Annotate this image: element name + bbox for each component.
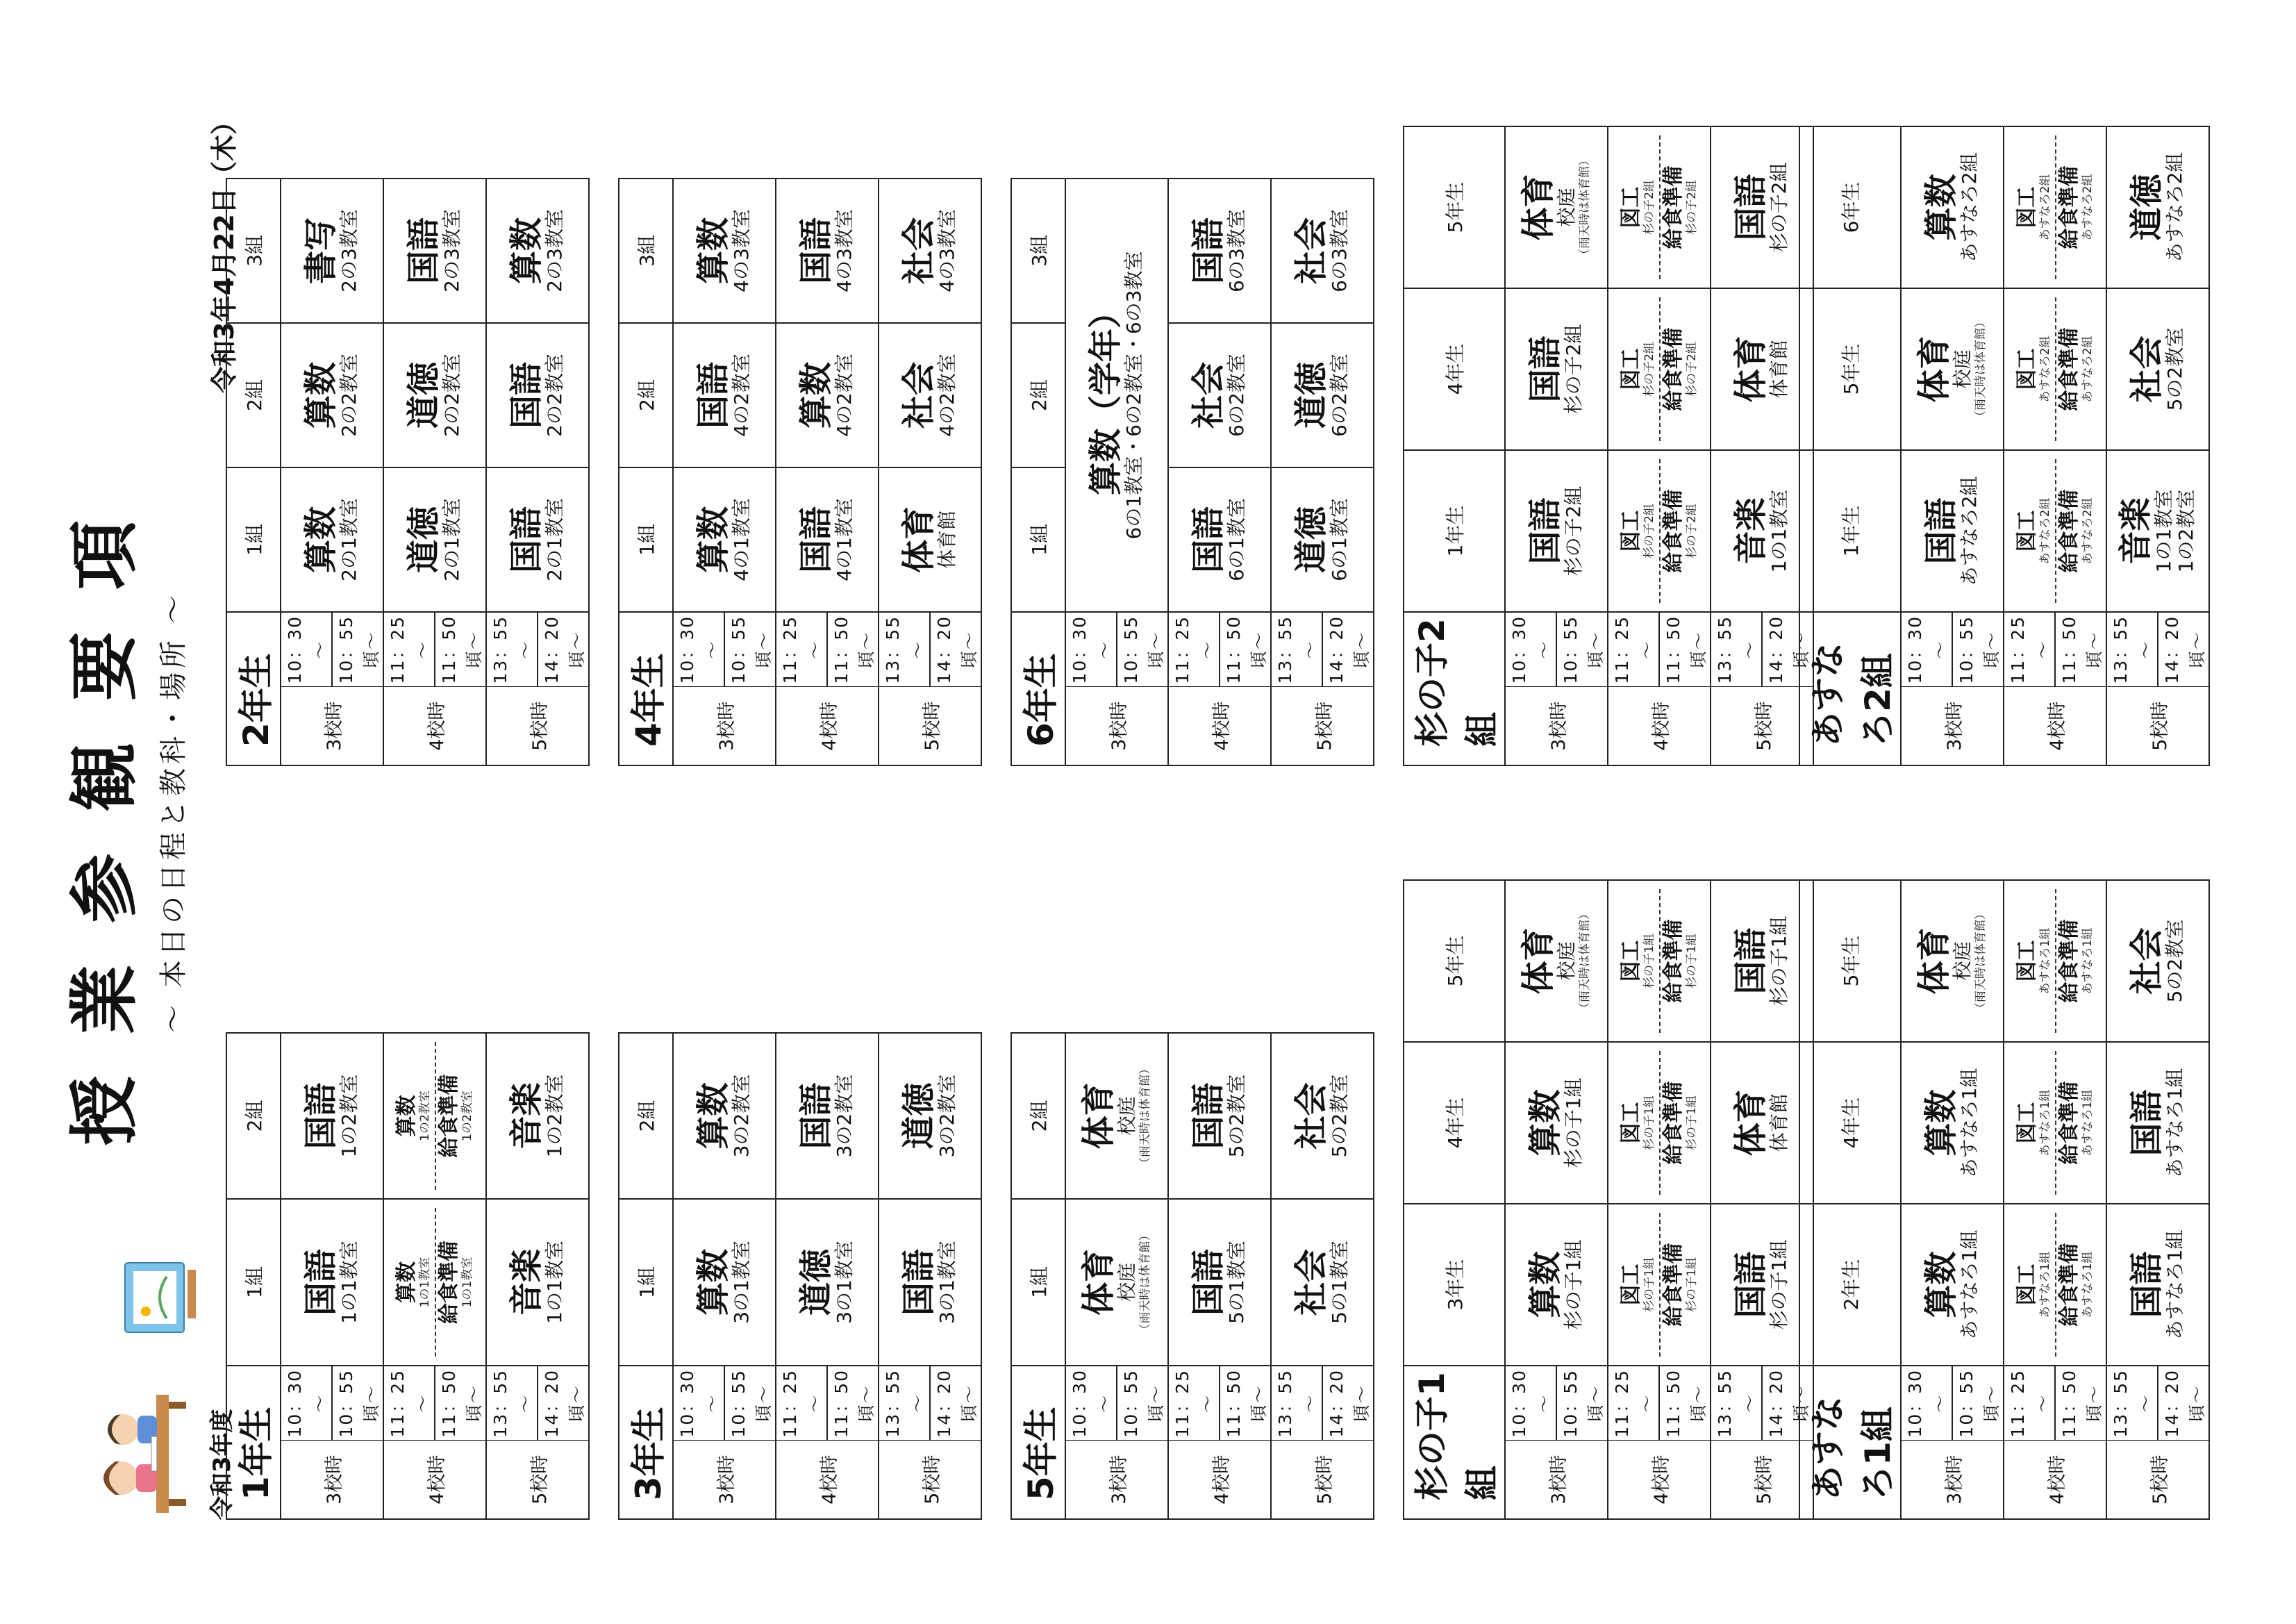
- group-header: 1組: [619, 1199, 673, 1366]
- merged-lesson-cell: 算数（学年） 6の1教室・6の2教室・6の3教室: [1065, 179, 1168, 612]
- time-label: 10：55頃～: [724, 1366, 776, 1441]
- time-label: 11：25～: [1608, 1366, 1659, 1441]
- time-label: 13：55～: [2106, 1366, 2158, 1441]
- table-title: 4年生: [619, 612, 673, 765]
- lesson-cell: 国語 杉の子2組: [1505, 450, 1608, 612]
- lesson-cell: 国語 1の1教室: [281, 1199, 383, 1366]
- time-label: 14：20頃～: [930, 612, 981, 687]
- time-label: 11：50頃～: [1220, 1366, 1271, 1441]
- lesson-cell: 図工 杉の子1組 給食準備 杉の子1組: [1608, 1042, 1711, 1204]
- grade6-table: [1010, 178, 1374, 766]
- group-header: 3組: [619, 179, 673, 323]
- time-label: 14：20頃～: [2158, 612, 2209, 687]
- time-label: 10：30～: [1505, 612, 1556, 687]
- lesson-cell: 社会 5の1教室: [1271, 1199, 1374, 1366]
- period-label: 4校時: [2004, 687, 2106, 765]
- group-header: 6年生: [1799, 126, 1901, 288]
- lesson-cell: 社会 4の2教室: [879, 323, 981, 467]
- period-label: 5校時: [2106, 1441, 2209, 1519]
- table-title: 2年生: [226, 612, 281, 765]
- lesson-cell: 算数 1の1教室 給食準備 1の1教室: [383, 1199, 486, 1366]
- grade4-table: [618, 178, 982, 766]
- asunaro1-table: [1799, 879, 2210, 1520]
- period-label: 4校時: [383, 1441, 486, 1519]
- grade3-table: [618, 1032, 982, 1520]
- time-label: 11：50頃～: [827, 612, 879, 687]
- time-label: 14：20頃～: [1762, 1366, 1813, 1441]
- table-title: あすなろ2組: [1799, 612, 1901, 765]
- lesson-cell: 国語 杉の子2組: [1505, 288, 1608, 450]
- table-title: あすなろ1組: [1799, 1366, 1901, 1519]
- lesson-cell: 体育 体育館: [879, 467, 981, 612]
- group-header: 1組: [619, 467, 673, 612]
- lesson-cell: 図工 あすなろ2組 給食準備 あすなろ2組: [2004, 288, 2106, 450]
- period-label: 4校時: [776, 687, 879, 765]
- lesson-cell: 国語 6の3教室: [1168, 179, 1271, 323]
- lesson-cell: 体育 校庭 （雨天時は体育館）: [1505, 126, 1608, 288]
- period-label: 3校時: [1901, 687, 2004, 765]
- lesson-cell: 算数 杉の子1組: [1505, 1042, 1608, 1204]
- event-date: 令和3年4月22日（木）: [209, 108, 240, 393]
- lesson-cell: 国語 2の3教室: [383, 179, 486, 323]
- time-label: 11：50頃～: [1220, 612, 1271, 687]
- period-label: 3校時: [673, 687, 776, 765]
- period-label: 3校時: [281, 687, 383, 765]
- time-label: 11：25～: [383, 1366, 435, 1441]
- lesson-cell: 算数 2の3教室: [486, 179, 589, 323]
- divider: [435, 1208, 436, 1357]
- lesson-cell: 算数 3の2教室: [673, 1033, 776, 1199]
- lesson-cell: 図工 あすなろ2組 給食準備 あすなろ2組: [2004, 450, 2106, 612]
- time-label: 13：55～: [486, 612, 538, 687]
- lesson-cell: 社会 4の3教室: [879, 179, 981, 323]
- lesson-cell: 国語 6の1教室: [1168, 467, 1271, 612]
- lesson-cell: 算数 3の1教室: [673, 1199, 776, 1366]
- lesson-cell: 体育 体育館: [1711, 288, 1813, 450]
- group-header: 3組: [226, 179, 281, 323]
- lesson-cell: 図工 あすなろ2組 給食準備 あすなろ2組: [2004, 126, 2106, 288]
- lesson-cell: 国語 4の3教室: [776, 179, 879, 323]
- period-label: 3校時: [1065, 1441, 1168, 1519]
- time-label: 10：30～: [1901, 612, 1952, 687]
- time-label: 10：55頃～: [1117, 1366, 1168, 1441]
- lesson-cell: 道徳 あすなろ2組: [2106, 126, 2209, 288]
- period-label: 3校時: [1065, 687, 1168, 765]
- lesson-cell: 体育 校庭 （雨天時は体育館）: [1505, 880, 1608, 1042]
- time-label: 10：55頃～: [1952, 1366, 2004, 1441]
- lesson-cell: 算数 あすなろ1組: [1901, 1204, 2004, 1366]
- group-header: 1年生: [1404, 450, 1505, 612]
- lesson-cell: 体育 体育館: [1711, 1042, 1813, 1204]
- lesson-cell: 図工 杉の子1組 給食準備 杉の子1組: [1608, 880, 1711, 1042]
- time-label: 14：20頃～: [1762, 612, 1813, 687]
- group-header: 3年生: [1404, 1204, 1505, 1366]
- time-label: 11：50頃～: [2055, 612, 2106, 687]
- group-header: 5年生: [1799, 880, 1901, 1042]
- time-label: 11：25～: [2004, 612, 2055, 687]
- period-label: 5校時: [879, 687, 981, 765]
- table-title: 杉の子2組: [1404, 612, 1505, 765]
- period-label: 4校時: [776, 1441, 879, 1519]
- time-label: 10：55頃～: [1556, 1366, 1608, 1441]
- lesson-cell: 算数 1の2教室 給食準備 1の2教室: [383, 1033, 486, 1199]
- time-label: 11：50頃～: [2055, 1366, 2106, 1441]
- lesson-cell: 国語 4の2教室: [673, 323, 776, 467]
- time-label: 11：50頃～: [435, 1366, 486, 1441]
- group-header: 1組: [226, 1199, 281, 1366]
- time-label: 10：30～: [281, 612, 332, 687]
- time-label: 13：55～: [486, 1366, 538, 1441]
- time-label: 13：55～: [2106, 612, 2158, 687]
- time-label: 10：30～: [673, 612, 724, 687]
- lesson-cell: 社会 5の2教室: [2106, 288, 2209, 450]
- lesson-cell: 社会 6の3教室: [1271, 179, 1374, 323]
- lesson-cell: 国語 4の1教室: [776, 467, 879, 612]
- time-label: 10：55頃～: [1952, 612, 2004, 687]
- time-label: 11：25～: [1168, 1366, 1220, 1441]
- period-label: 5校時: [879, 1441, 981, 1519]
- grade2-table: [226, 178, 590, 766]
- time-label: 10：30～: [1065, 1366, 1117, 1441]
- period-label: 3校時: [673, 1441, 776, 1519]
- time-label: 13：55～: [1271, 612, 1322, 687]
- time-label: 10：55頃～: [724, 612, 776, 687]
- time-label: 11：25～: [776, 1366, 827, 1441]
- time-label: 13：55～: [1711, 612, 1762, 687]
- grade5-table: [1010, 1032, 1374, 1520]
- lesson-cell: 体育 校庭 （雨天時は体育館）: [1901, 288, 2004, 450]
- group-header: 1年生: [1799, 450, 1901, 612]
- lesson-cell: 国語 2の1教室: [486, 467, 589, 612]
- period-label: 4校時: [1608, 687, 1711, 765]
- period-label: 5校時: [1711, 1441, 1813, 1519]
- period-label: 4校時: [1168, 1441, 1271, 1519]
- time-label: 14：20頃～: [930, 1366, 981, 1441]
- time-label: 14：20頃～: [1322, 1366, 1374, 1441]
- lesson-cell: 音楽 1の2教室: [486, 1033, 589, 1199]
- time-label: 11：25～: [1608, 612, 1659, 687]
- asunaro2-table: [1799, 126, 2210, 766]
- lesson-cell: 算数 4の3教室: [673, 179, 776, 323]
- time-label: 11：50頃～: [435, 612, 486, 687]
- time-label: 14：20頃～: [1322, 612, 1374, 687]
- lesson-cell: 図工 あすなろ1組 給食準備 あすなろ1組: [2004, 1204, 2106, 1366]
- group-header: 1組: [1011, 1199, 1065, 1366]
- lesson-cell: 国語 3の2教室: [776, 1033, 879, 1199]
- lesson-cell: 音楽 1の1教室 1の2教室: [2106, 450, 2209, 612]
- lesson-cell: 図工 杉の子2組 給食準備 杉の子2組: [1608, 450, 1711, 612]
- group-header: 2組: [619, 1033, 673, 1199]
- lesson-cell: 図工 あすなろ1組 給食準備 あすなろ1組: [2004, 880, 2106, 1042]
- lesson-cell: 社会 5の2教室: [1271, 1033, 1374, 1199]
- lesson-cell: 国語 杉の子2組: [1711, 126, 1813, 288]
- lesson-cell: 図工 杉の子2組 給食準備 杉の子2組: [1608, 288, 1711, 450]
- lesson-cell: 国語 3の1教室: [879, 1199, 981, 1366]
- lesson-cell: 国語 杉の子1組: [1711, 880, 1813, 1042]
- period-label: 3校時: [1505, 687, 1608, 765]
- time-label: 10：30～: [673, 1366, 724, 1441]
- lesson-cell: 道徳 2の1教室: [383, 467, 486, 612]
- lesson-cell: 算数 4の2教室: [776, 323, 879, 467]
- time-label: 14：20頃～: [538, 612, 589, 687]
- page-subtitle: ～ 本日の日程と教科・場所 ～: [158, 591, 190, 1033]
- lesson-cell: 図工 あすなろ1組 給食準備 あすなろ1組: [2004, 1042, 2106, 1204]
- table-title: 3年生: [619, 1366, 673, 1519]
- period-label: 4校時: [383, 687, 486, 765]
- suginoko2-table: [1403, 126, 1814, 766]
- time-label: 13：55～: [1711, 1366, 1762, 1441]
- lesson-cell: 国語 あすなろ2組: [1901, 450, 2004, 612]
- period-label: 5校時: [1271, 687, 1374, 765]
- table-title: 5年生: [1011, 1366, 1065, 1519]
- time-label: 13：55～: [879, 1366, 930, 1441]
- time-label: 10：30～: [281, 1366, 332, 1441]
- time-label: 10：55頃～: [332, 1366, 383, 1441]
- lesson-cell: 算数 あすなろ1組: [1901, 1042, 2004, 1204]
- group-header: 4年生: [1404, 1042, 1505, 1204]
- time-label: 14：20頃～: [2158, 1366, 2209, 1441]
- group-header: 2年生: [1799, 1204, 1901, 1366]
- suginoko1-table: [1403, 879, 1814, 1520]
- time-label: 10：30～: [1065, 612, 1117, 687]
- period-label: 5校時: [1271, 1441, 1374, 1519]
- lesson-cell: 国語 あすなろ1組: [2106, 1204, 2209, 1366]
- lesson-cell: 算数 2の2教室: [281, 323, 383, 467]
- period-label: 5校時: [486, 687, 589, 765]
- group-header: 5年生: [1799, 288, 1901, 450]
- table-title: 6年生: [1011, 612, 1065, 765]
- lesson-cell: 体育 校庭 （雨天時は体育館）: [1065, 1033, 1168, 1199]
- period-label: 5校時: [2106, 687, 2209, 765]
- group-header: 2組: [1011, 323, 1065, 467]
- group-header: 2組: [619, 323, 673, 467]
- lesson-cell: 道徳 3の2教室: [879, 1033, 981, 1199]
- time-label: 10：55頃～: [1117, 612, 1168, 687]
- lesson-cell: 道徳 2の2教室: [383, 323, 486, 467]
- lesson-cell: 算数 杉の子1組: [1505, 1204, 1608, 1366]
- lesson-cell: 音楽 1の1教室: [1711, 450, 1813, 612]
- period-label: 4校時: [1168, 687, 1271, 765]
- time-label: 11：50頃～: [827, 1366, 879, 1441]
- time-label: 11：25～: [383, 612, 435, 687]
- group-header: 2組: [226, 1033, 281, 1199]
- lesson-cell: 国語 5の1教室: [1168, 1199, 1271, 1366]
- time-label: 10：55頃～: [332, 612, 383, 687]
- lesson-cell: 国語 5の2教室: [1168, 1033, 1271, 1199]
- lesson-cell: 国語 1の2教室: [281, 1033, 383, 1199]
- period-label: 5校時: [1711, 687, 1813, 765]
- group-header: 2組: [1011, 1033, 1065, 1199]
- group-header: 5年生: [1404, 126, 1505, 288]
- lesson-cell: 体育 校庭 （雨天時は体育館）: [1901, 880, 2004, 1042]
- lesson-cell: 道徳 6の1教室: [1271, 467, 1374, 612]
- time-label: 11：50頃～: [1659, 1366, 1711, 1441]
- group-header: 5年生: [1404, 880, 1505, 1042]
- time-label: 13：55～: [879, 612, 930, 687]
- group-header: 4年生: [1799, 1042, 1901, 1204]
- period-label: 4校時: [2004, 1441, 2106, 1519]
- period-label: 3校時: [1505, 1441, 1608, 1519]
- time-label: 10：55頃～: [1556, 612, 1608, 687]
- group-header: 3組: [1011, 179, 1065, 323]
- lesson-cell: 体育 校庭 （雨天時は体育館）: [1065, 1199, 1168, 1366]
- lesson-cell: 社会 6の2教室: [1168, 323, 1271, 467]
- lesson-cell: 道徳 6の2教室: [1271, 323, 1374, 467]
- group-header: 2組: [226, 323, 281, 467]
- time-label: 10：30～: [1901, 1366, 1952, 1441]
- lesson-cell: 道徳 3の1教室: [776, 1199, 879, 1366]
- fiscal-year-label: 令和3年度: [208, 1409, 236, 1520]
- lesson-cell: 国語 2の2教室: [486, 323, 589, 467]
- lesson-cell: 図工 杉の子2組 給食準備 杉の子2組: [1608, 126, 1711, 288]
- time-label: 11：25～: [2004, 1366, 2055, 1441]
- lesson-cell: 書写 2の3教室: [281, 179, 383, 323]
- lesson-cell: 算数 4の1教室: [673, 467, 776, 612]
- period-label: 4校時: [1608, 1441, 1711, 1519]
- time-label: 13：55～: [1271, 1366, 1322, 1441]
- group-header: 4年生: [1404, 288, 1505, 450]
- group-header: 1組: [1011, 467, 1065, 612]
- period-label: 3校時: [281, 1441, 383, 1519]
- time-label: 10：30～: [1505, 1366, 1556, 1441]
- table-title: 杉の子1組: [1404, 1366, 1505, 1519]
- time-label: 11：25～: [776, 612, 827, 687]
- table-title: 1年生: [226, 1366, 281, 1519]
- divider: [435, 1042, 436, 1190]
- lesson-cell: 国語 杉の子1組: [1711, 1204, 1813, 1366]
- time-label: 11：50頃～: [1659, 612, 1711, 687]
- lesson-cell: 社会 5の2教室: [2106, 880, 2209, 1042]
- page-title: 授業参観要項: [63, 479, 145, 1145]
- time-label: 11：25～: [1168, 612, 1220, 687]
- lesson-cell: 算数 あすなろ2組: [1901, 126, 2004, 288]
- grade1-table: [226, 1032, 590, 1520]
- period-label: 3校時: [1901, 1441, 2004, 1519]
- lesson-cell: 図工 杉の子1組 給食準備 杉の子1組: [1608, 1204, 1711, 1366]
- lesson-cell: 国語 あすなろ1組: [2106, 1042, 2209, 1204]
- time-label: 14：20頃～: [538, 1366, 589, 1441]
- period-label: 5校時: [486, 1441, 589, 1519]
- lesson-cell: 音楽 1の1教室: [486, 1199, 589, 1366]
- group-header: 1組: [226, 467, 281, 612]
- lesson-cell: 算数 2の1教室: [281, 467, 383, 612]
